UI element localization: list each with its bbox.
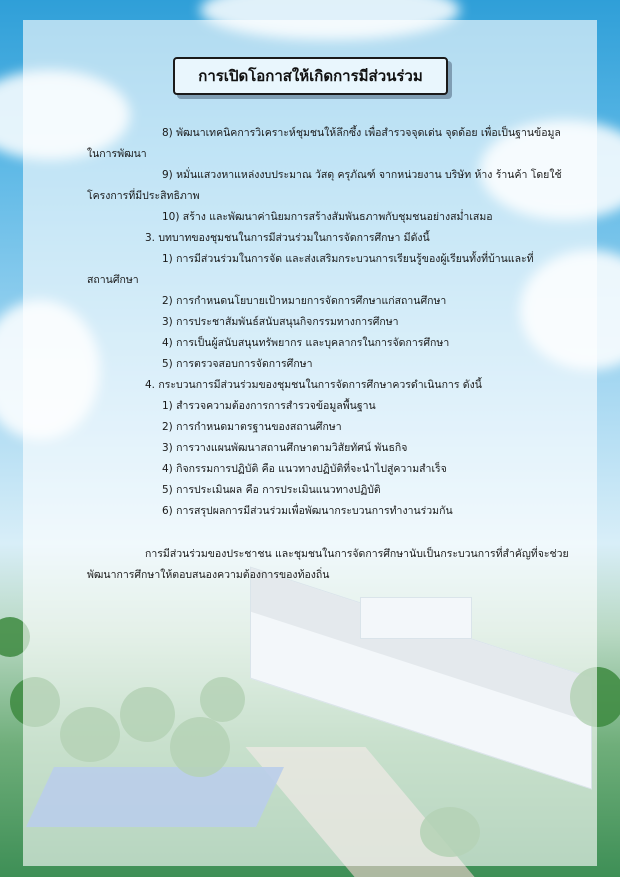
text-line: การมีส่วนร่วมของประชาชน และชุมชนในการจัดการศึกษานับเป็นกระบวนการที่สำคัญที่จะช่วย — [145, 548, 569, 560]
text-line: ในการพัฒนา — [87, 148, 147, 160]
text-line: 8) พัฒนาเทคนิคการวิเคราะห์ชุมชนให้ลึกซึ้ง เพื่อสำรวจจุดเด่น จุดด้อย เพื่อเป็นฐานข้อมูล — [162, 127, 561, 139]
text-line: พัฒนาการศึกษาให้ตอบสนองความต้องการของท้องถิ่น — [87, 569, 330, 581]
page-title: การเปิดโอกาสให้เกิดการมีส่วนร่วม — [173, 57, 448, 95]
text-line: 3) การประชาสัมพันธ์สนับสนุนกิจกรรมทางการศึกษา — [162, 316, 399, 328]
text-line: 4) การเป็นผู้สนับสนุนทรัพยากร และบุคลากรในการจัดการศึกษา — [162, 337, 450, 349]
text-line: 10) สร้าง และพัฒนาค่านิยมการสร้างสัมพันธภาพกับชุมชนอย่างสม่ำเสมอ — [162, 211, 493, 223]
text-line: 9) หมั่นแสวงหาแหล่งงบประมาณ วัสดุ ครุภัณฑ์ จากหน่วยงาน บริษัท ห้าง ร้านค้า โดยใช้ — [162, 169, 562, 181]
text-line: สถานศึกษา — [87, 274, 139, 286]
text-line: 1) การมีส่วนร่วมในการจัด และส่งเสริมกระบวนการเรียนรู้ของผู้เรียนทั้งที่บ้านและที่ — [162, 253, 534, 265]
text-line: 5) การตรวจสอบการจัดการศึกษา — [162, 358, 313, 370]
text-line: 6) การสรุปผลการมีส่วนร่วมเพื่อพัฒนากระบวนการทำงานร่วมกัน — [162, 505, 453, 517]
text-line: 2) การกำหนดนโยบายเป้าหมายการจัดการศึกษาแก่สถานศึกษา — [162, 295, 447, 307]
text-line: 4. กระบวนการมีส่วนร่วมของชุมชนในการจัดการศึกษาควรดำเนินการ ดังนี้ — [145, 379, 482, 391]
text-line: 5) การประเมินผล คือ การประเมินแนวทางปฏิบัติ — [162, 484, 381, 496]
text-line: 3) การวางแผนพัฒนาสถานศึกษาตามวิสัยทัศน์ พันธกิจ — [162, 442, 408, 454]
text-line: โครงการที่มีประสิทธิภาพ — [87, 190, 200, 202]
text-line: 2) การกำหนดมาตรฐานของสถานศึกษา — [162, 421, 342, 433]
text-line: 3. บทบาทของชุมชนในการมีส่วนร่วมในการจัดการศึกษา มีดังนี้ — [145, 232, 430, 244]
text-line: 4) กิจกรรมการปฏิบัติ คือ แนวทางปฏิบัติที่จะนำไปสู่ความสำเร็จ — [162, 463, 447, 475]
text-line: 1) สำรวจความต้องการการสำรวจข้อมูลพื้นฐาน — [162, 400, 376, 412]
